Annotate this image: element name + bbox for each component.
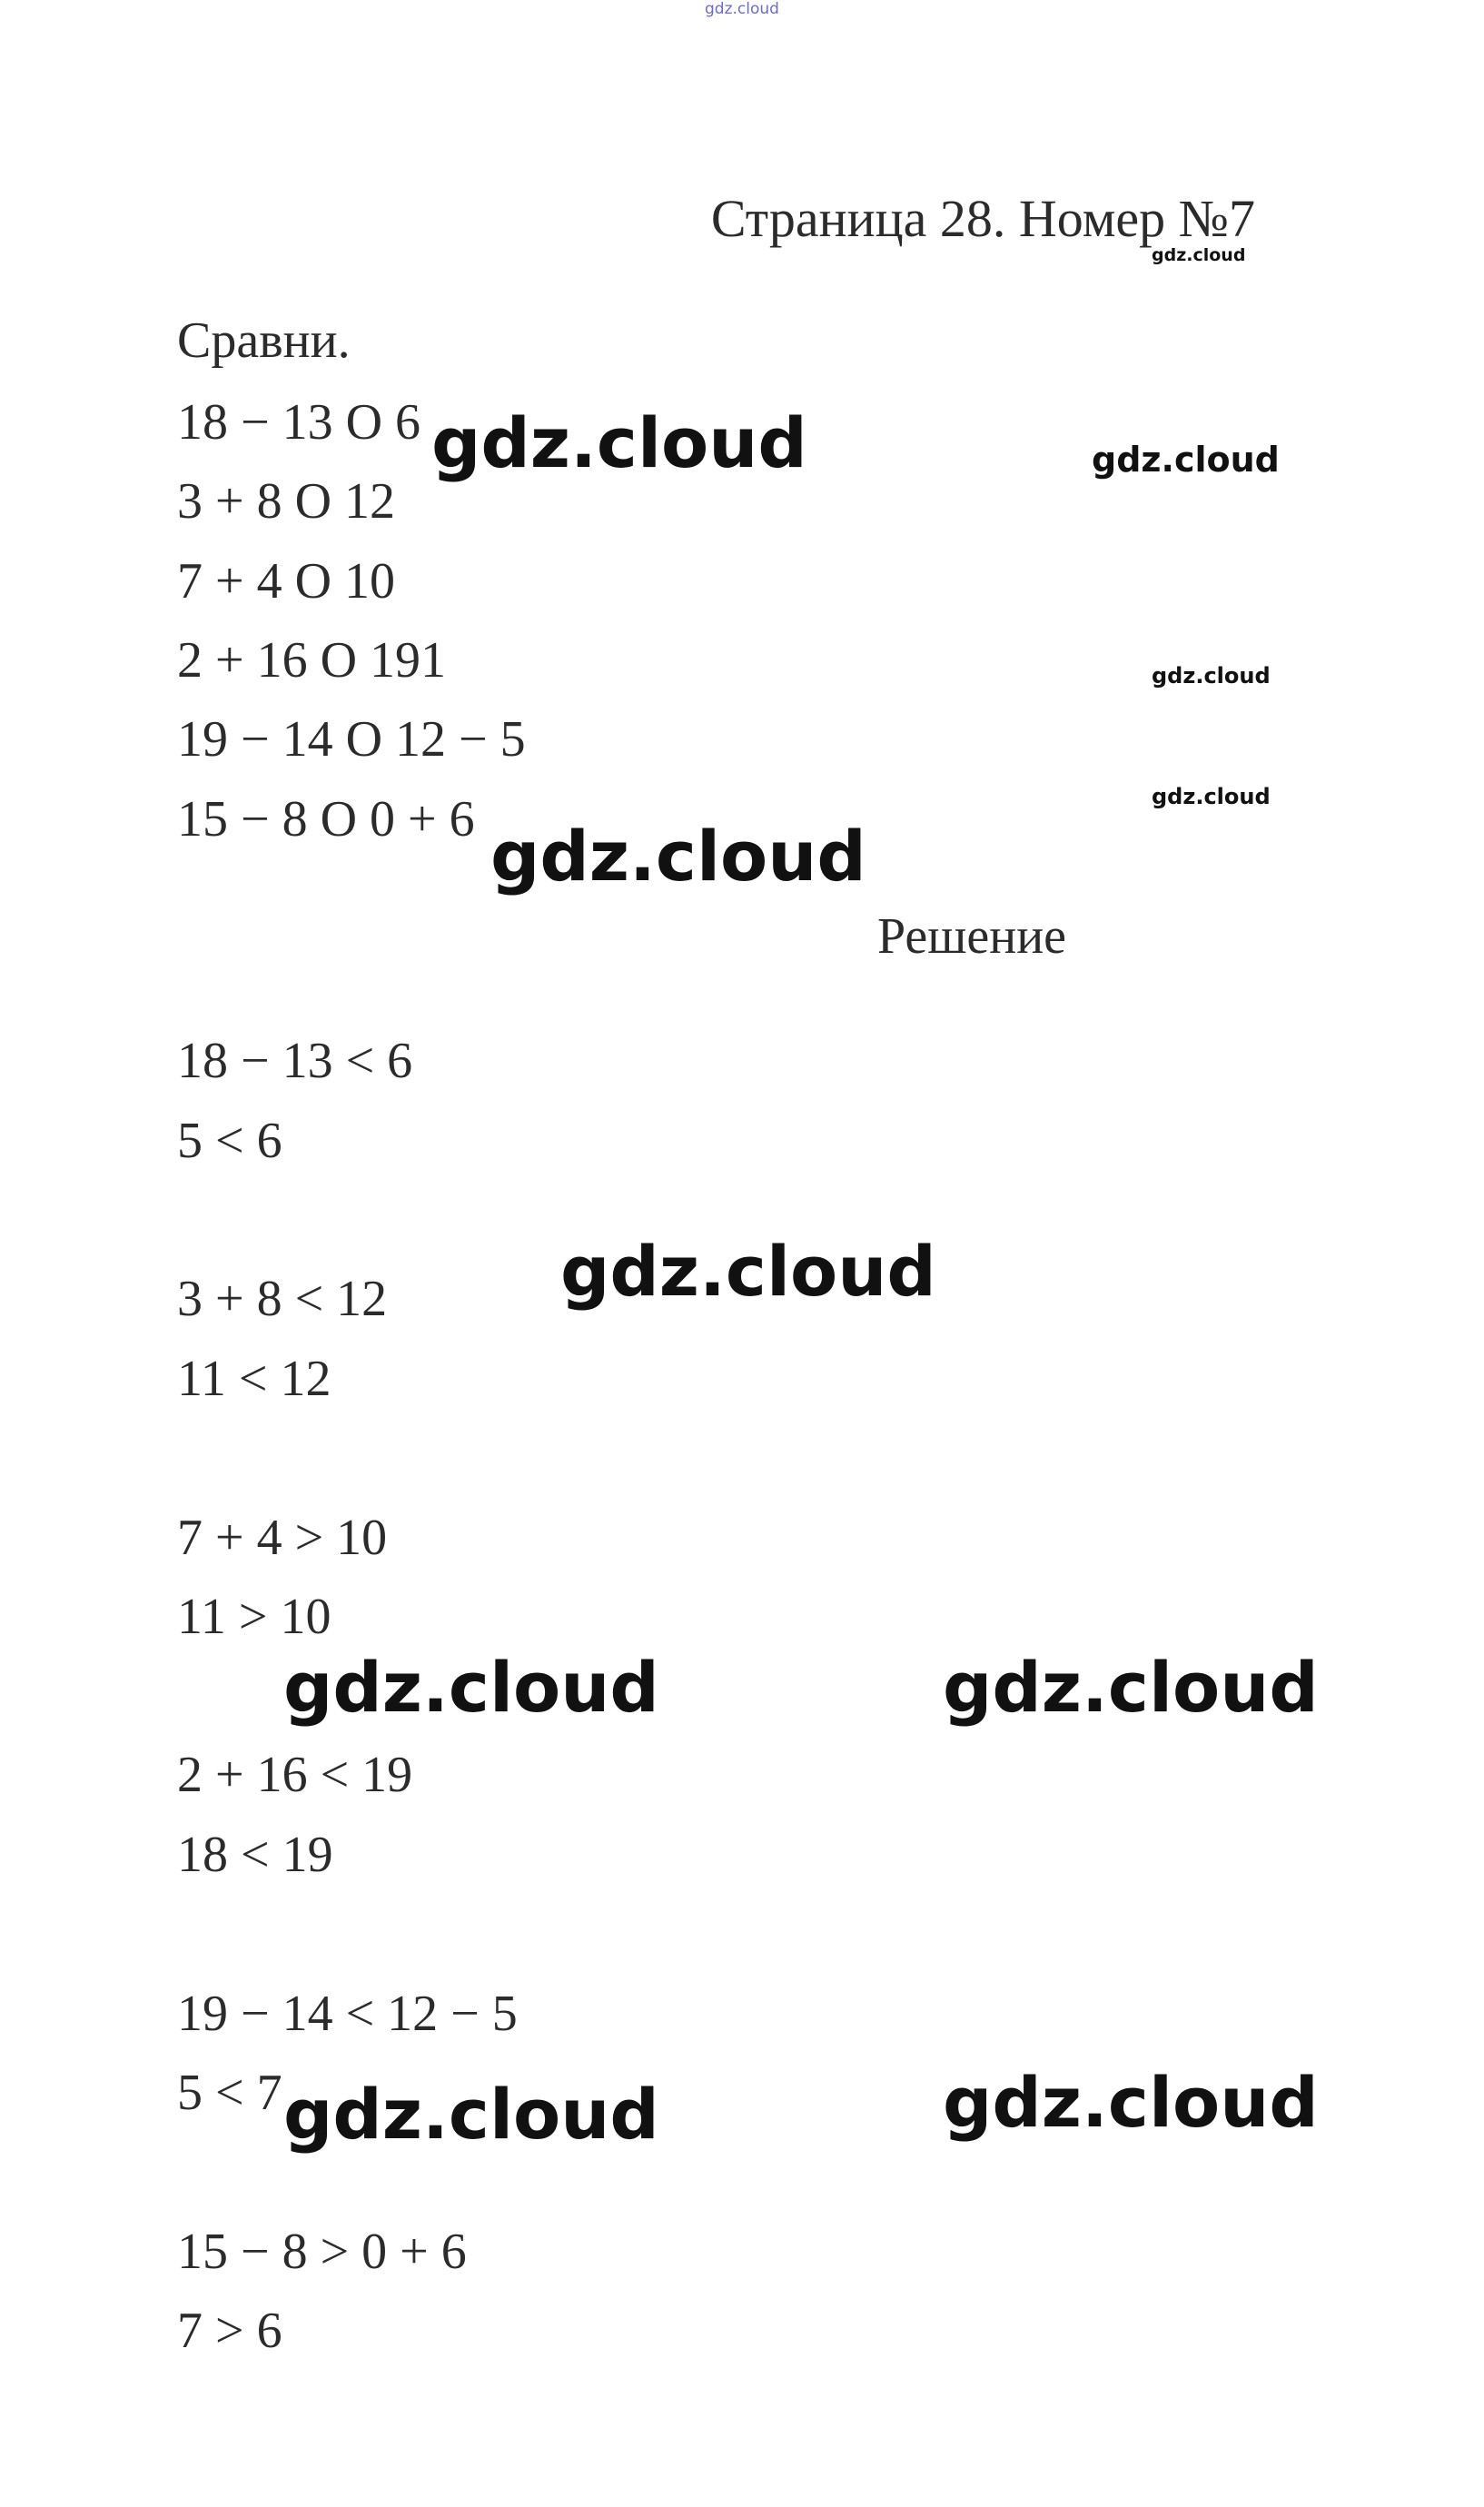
watermark: gdz.cloud — [283, 2074, 659, 2155]
task-line: 2 + 16 О 191 — [177, 632, 447, 689]
solution-line: 5 < 7 — [177, 2065, 282, 2121]
top-watermark: gdz.cloud — [705, 0, 779, 18]
page-title: Страница 28. Номер №7 — [710, 189, 1255, 248]
task-line: 7 + 4 О 10 — [177, 553, 396, 609]
watermark: gdz.cloud — [1152, 784, 1271, 809]
task-line: 18 − 13 О 6 — [177, 394, 421, 451]
solution-line: 2 + 16 < 19 — [177, 1747, 413, 1803]
watermark: gdz.cloud — [431, 402, 807, 483]
task-line: 3 + 8 О 12 — [177, 473, 396, 530]
solution-line: 18 − 13 < 6 — [177, 1033, 413, 1089]
solution-line: 18 < 19 — [177, 1827, 333, 1883]
solution-line: 7 > 6 — [177, 2303, 282, 2359]
solution-line: 11 < 12 — [177, 1351, 331, 1407]
solution-line: 3 + 8 < 12 — [177, 1271, 388, 1327]
solution-line: 19 − 14 < 12 − 5 — [177, 1986, 518, 2042]
solution-title: Решение — [877, 908, 1067, 965]
watermark: gdz.cloud — [283, 1647, 659, 1728]
watermark: gdz.cloud — [490, 816, 866, 897]
watermark: gdz.cloud — [1152, 245, 1246, 265]
watermark: gdz.cloud — [943, 1647, 1319, 1728]
solution-line: 5 < 6 — [177, 1113, 282, 1169]
watermark: gdz.cloud — [943, 2062, 1319, 2143]
task-line: 15 − 8 О 0 + 6 — [177, 791, 475, 847]
solution-line: 15 − 8 > 0 + 6 — [177, 2224, 467, 2280]
task-label: Сравни. — [177, 312, 351, 369]
watermark: gdz.cloud — [560, 1231, 936, 1312]
watermark: gdz.cloud — [1152, 663, 1271, 689]
task-line: 19 − 14 О 12 − 5 — [177, 711, 526, 768]
solution-line: 11 > 10 — [177, 1589, 331, 1645]
watermark: gdz.cloud — [1092, 440, 1280, 480]
solution-line: 7 + 4 > 10 — [177, 1510, 388, 1566]
